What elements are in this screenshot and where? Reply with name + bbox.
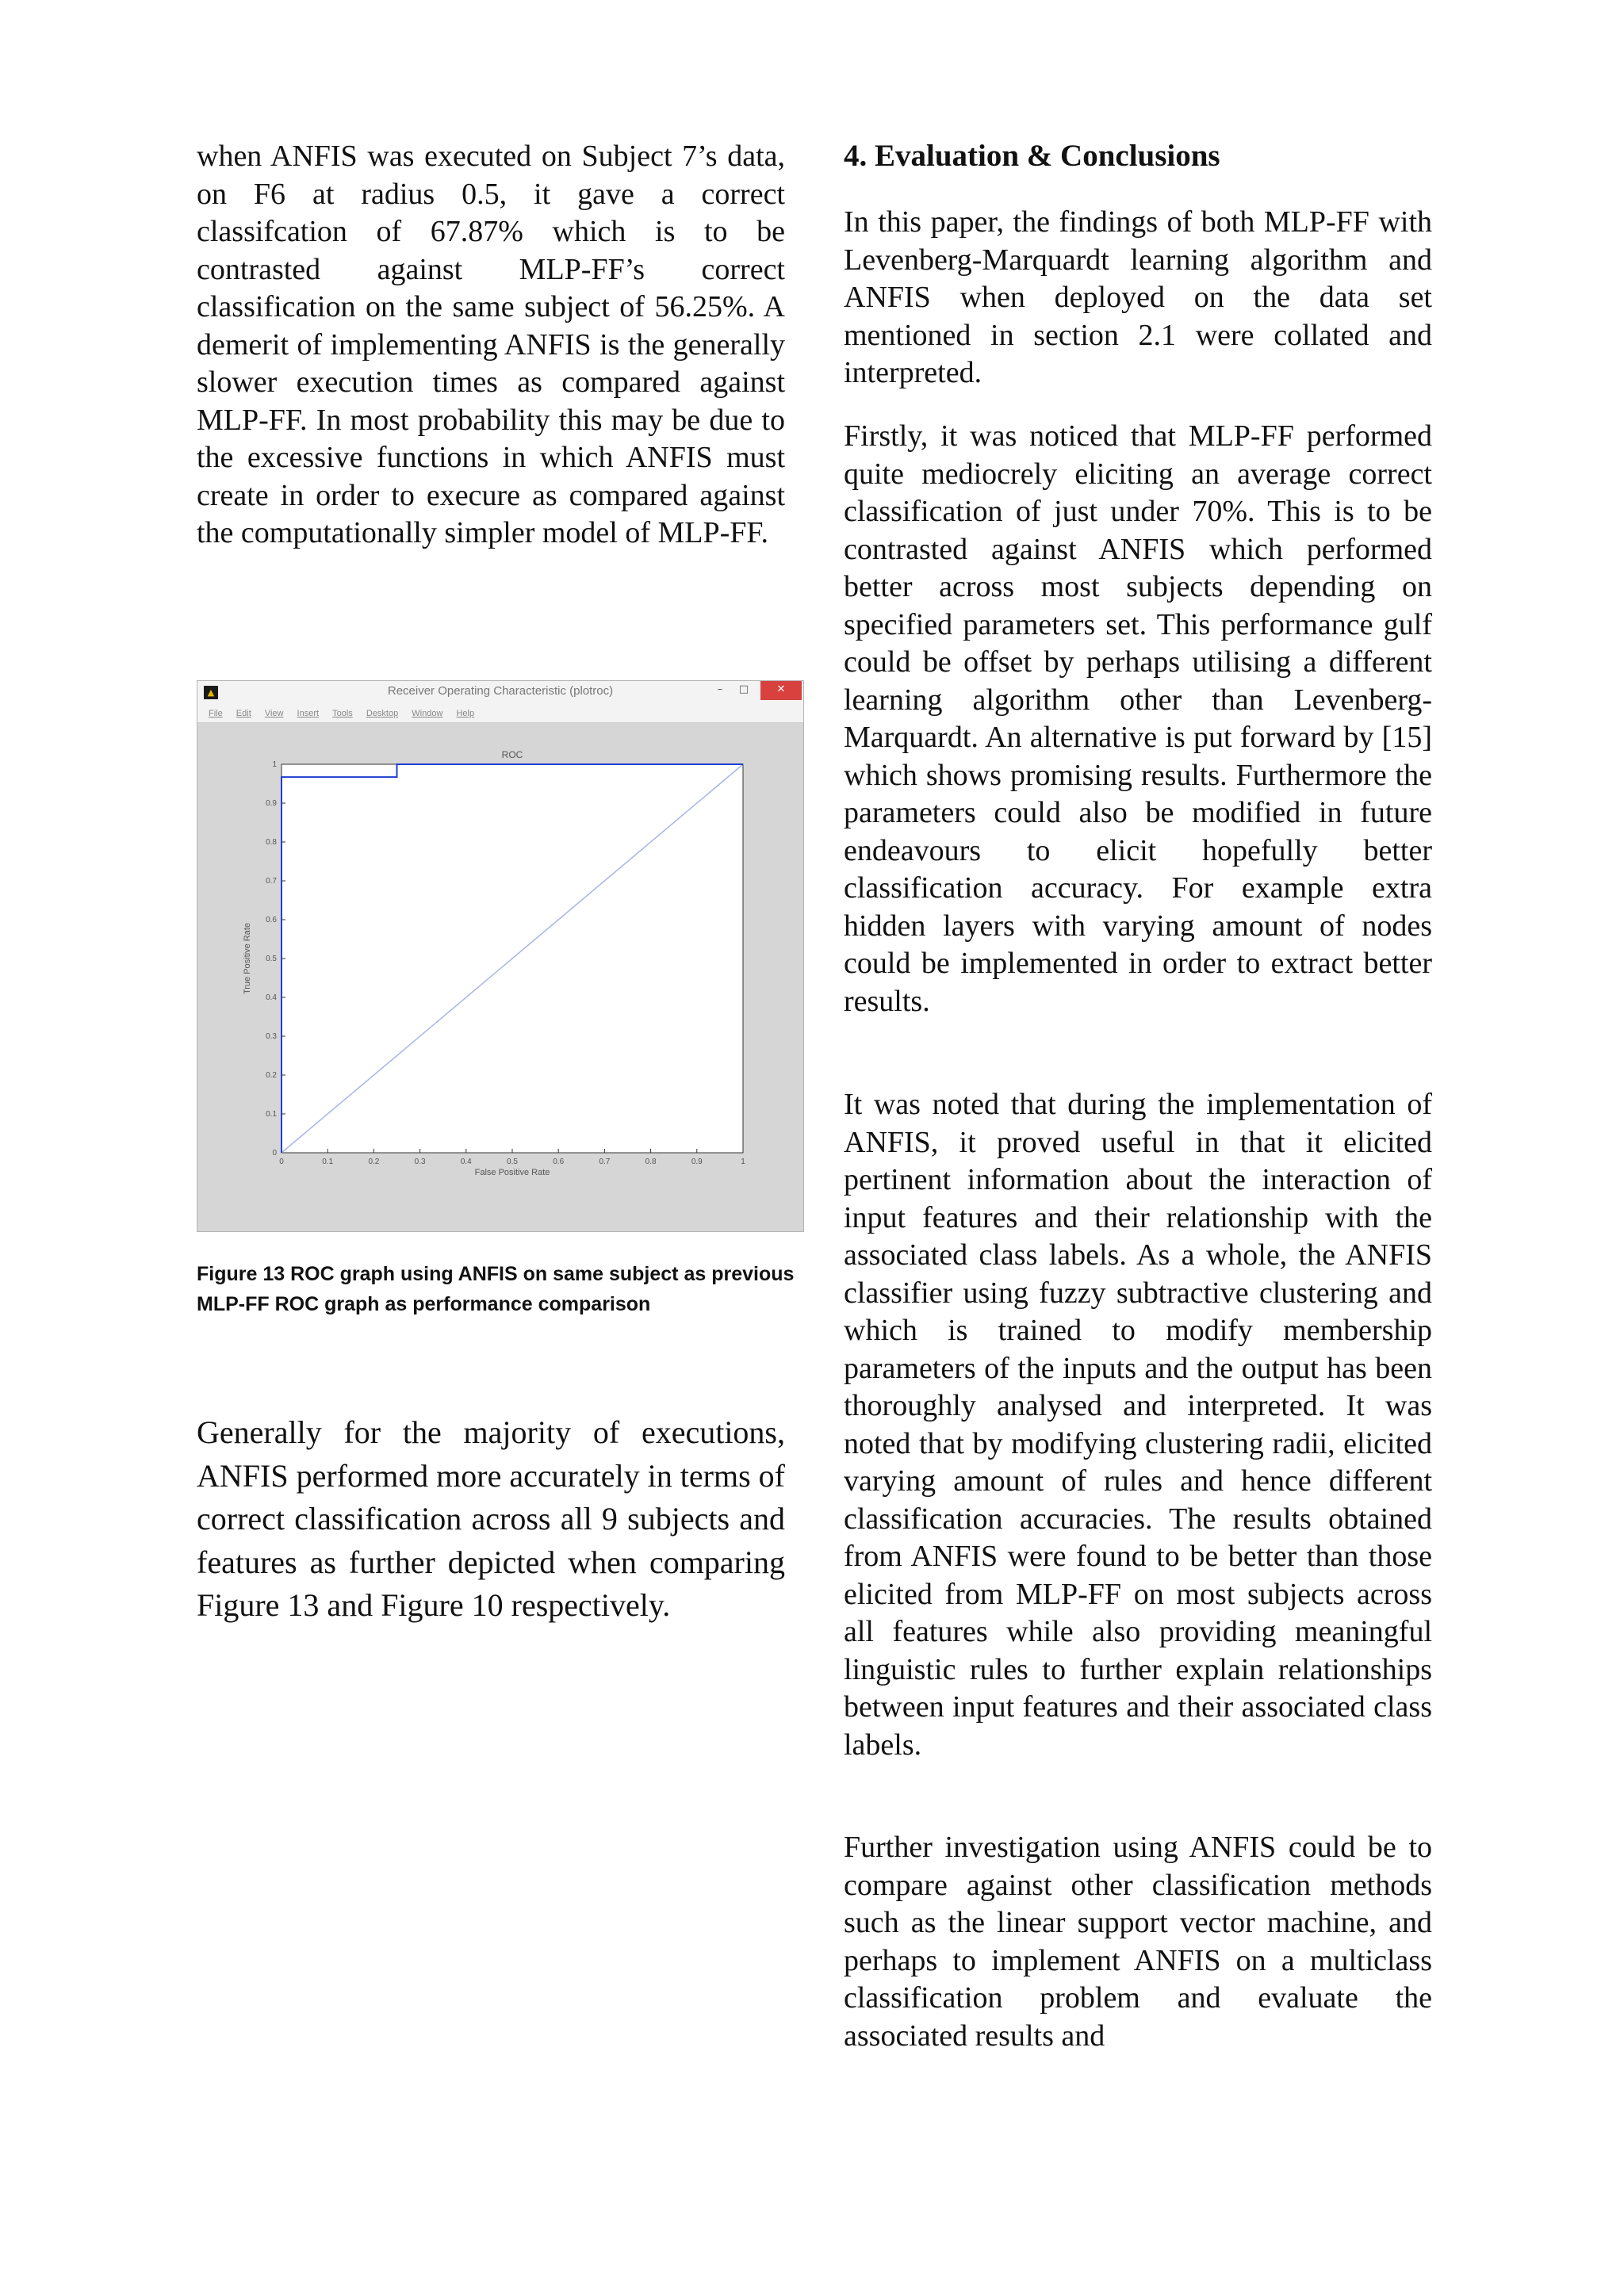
y-tick-label: 0.2 xyxy=(266,1071,277,1080)
y-tick-label: 0.7 xyxy=(266,877,277,886)
right-paragraph-3: It was noted that during the implementation of ANFIS, it proved useful in that it elicited pertinent information about the interaction of input features and their relationship with the associated class labels. As a whole, the ANFIS classifier using fuzzy subtractive clustering and which is trained to modify membership parameters of the inputs and the output has been thoroughly analysed and interpreted. It was noted that by modifying clustering radii, elicited varying amount of rules and hence different classification accuracies. The results obtained from ANFIS were found to be better than those elicited from MLP-FF on most subjects across all features while also providing meaningful linguistic rules to further explain relationships between input features and their associated class labels. xyxy=(844,1088,1432,1762)
y-tick-label: 0.9 xyxy=(266,799,277,808)
right-paragraph-4: Further investigation using ANFIS could be to compare against other classification methods such as the linear support vector machine, and perhaps to implement ANFIS on a multiclass classification problem and evaluate the associated results and xyxy=(844,1831,1432,2053)
x-tick-label: 0.8 xyxy=(645,1158,657,1166)
menu-insert[interactable]: Insert xyxy=(297,709,320,718)
menu-edit[interactable]: Edit xyxy=(236,709,251,718)
x-tick-label: 0.6 xyxy=(553,1158,565,1166)
close-button[interactable]: ✕ xyxy=(760,681,802,700)
x-tick-label: 0.9 xyxy=(691,1158,703,1166)
x-axis-label: False Positive Rate xyxy=(474,1168,550,1177)
y-tick-label: 0.1 xyxy=(266,1110,277,1119)
x-tick-label: 0.5 xyxy=(507,1158,518,1166)
x-tick-label: 0.7 xyxy=(599,1158,611,1166)
maximize-button[interactable]: □ xyxy=(738,683,749,695)
left-paragraph-2: Generally for the majority of executions, ANFIS performed more accurately in terms of correct classification across all 9 subjects and features as further depicted when comparing Figure 13 and Figure 10 respectively. xyxy=(197,1414,785,1623)
menu-help[interactable]: Help xyxy=(456,709,475,718)
roc-figure-window xyxy=(197,680,804,1232)
menu-tools[interactable]: Tools xyxy=(332,709,353,718)
menu-file[interactable]: File xyxy=(209,709,223,718)
x-tick-label: 0.3 xyxy=(414,1158,426,1166)
left-paragraph-1: when ANFIS was executed on Subject 7’s data, on F6 at radius 0.5, it gave a correct classifcation of 67.87% which is to be contrasted against MLP-FF’s correct classification on the same subject of 56.25%. A demerit of implementing ANFIS is the generally slower execution times as compared against MLP-FF. In most probability this may be due to the excessive functions in which ANFIS must create in order to execure as compared against the computationally simpler model of MLP-FF. xyxy=(197,140,785,549)
y-tick-label: 0.8 xyxy=(266,838,277,847)
chart-title: ROC xyxy=(501,749,523,760)
y-tick-label: 0 xyxy=(272,1149,277,1158)
right-paragraph-2: Firstly, it was noticed that MLP-FF performed quite mediocrely eliciting an average correct classification of just under 70%. This is to be contrasted against ANFIS which performed better across most subjects depending on specified parameters set. This performance gulf could be offset by perhaps utilising a different learning algorithm other than Levenberg-Marquardt. An alternative is put forward by [15] which shows promising results. Furthermore the parameters could also be modified in future endeavours to elicit hopefully better classification accuracy. For example extra hidden layers with varying amount of nodes could be implemented in order to extract better results. xyxy=(844,419,1432,1018)
figure-titlebar xyxy=(197,681,803,706)
y-tick-label: 0.5 xyxy=(266,955,277,963)
matlab-icon: ▲ xyxy=(204,686,218,699)
y-tick-label: 0.3 xyxy=(266,1032,277,1041)
y-tick-label: 1 xyxy=(272,760,277,769)
menu-desktop[interactable]: Desktop xyxy=(366,709,399,718)
figure-window-title: Receiver Operating Characteristic (plotroc) xyxy=(387,684,614,698)
menu-view[interactable]: View xyxy=(264,709,284,718)
figure-13-caption: Figure 13 ROC graph using ANFIS on same subject as previous MLP-FF ROC graph as performance comparison xyxy=(197,1263,795,1315)
y-axis-label: True Positive Rate xyxy=(243,922,252,995)
figure-menubar xyxy=(197,705,803,723)
minimize-button[interactable]: – xyxy=(717,683,723,695)
right-paragraph-1: In this paper, the findings of both MLP-FF with Levenberg-Marquardt learning algorithm and ANFIS when deployed on the data set mentioned in section 2.1 were collated and interpreted. xyxy=(844,205,1432,389)
roc-chart xyxy=(197,723,803,1231)
y-tick-label: 0.6 xyxy=(266,916,277,924)
y-tick-label: 0.4 xyxy=(266,993,277,1002)
x-tick-label: 0.2 xyxy=(368,1158,380,1166)
x-tick-label: 1 xyxy=(741,1158,745,1166)
menu-window[interactable]: Window xyxy=(412,709,443,718)
x-tick-label: 0.1 xyxy=(322,1158,334,1166)
section-heading: 4. Evaluation & Conclusions xyxy=(844,139,1220,173)
x-tick-label: 0.4 xyxy=(460,1158,472,1166)
x-tick-label: 0 xyxy=(279,1158,284,1166)
